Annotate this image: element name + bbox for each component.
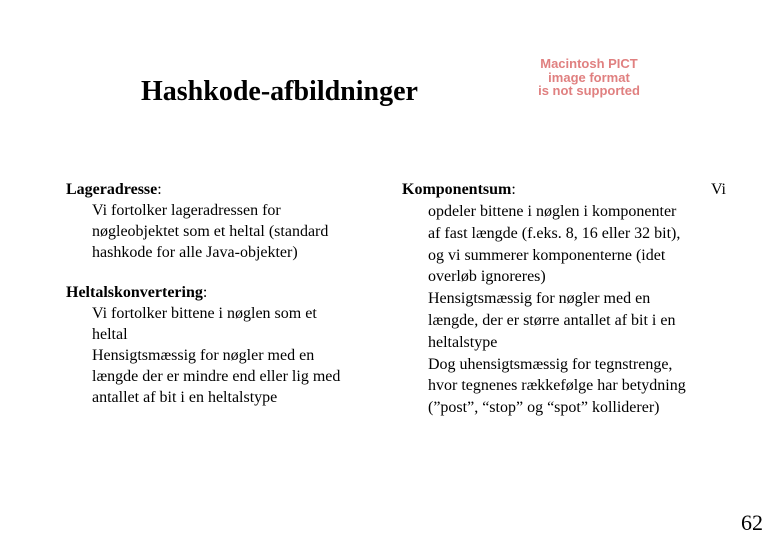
heading-text: Lageradresse bbox=[66, 181, 158, 198]
heading-text: Heltalskonvertering bbox=[66, 284, 203, 301]
body-line: Vi fortolker lageradressen for bbox=[92, 202, 281, 219]
body-line: længde der er mindre end eller lig med bbox=[92, 368, 341, 385]
body-line: Dog uhensigtsmæssig for tegnstrenge, bbox=[428, 355, 673, 373]
heading-colon: : bbox=[202, 284, 208, 301]
body-line: overløb ignoreres) bbox=[428, 268, 546, 286]
heading-colon: : bbox=[157, 181, 162, 198]
body-line: (”post”, “stop” og “spot” kolliderer) bbox=[428, 399, 660, 417]
section-body-komponentsum bbox=[402, 201, 732, 419]
section-body-lageradresse bbox=[66, 200, 386, 263]
body-line: antallet af bit i en heltalstype bbox=[92, 389, 278, 406]
body-line: hvor tegnenes rækkefølge har betydning bbox=[428, 377, 686, 395]
left-column bbox=[66, 179, 386, 408]
body-line: heltal bbox=[92, 326, 128, 343]
page-number: 62 bbox=[741, 510, 763, 535]
pict-line: Macintosh PICT bbox=[540, 56, 638, 71]
right-column bbox=[402, 179, 732, 419]
body-line: og vi summerer komponenterne (idet bbox=[428, 246, 666, 264]
section-heading-komponentsum bbox=[402, 179, 732, 201]
body-line: hashkode for alle Java-objekter) bbox=[92, 244, 298, 261]
heading-text: Komponentsum bbox=[402, 181, 512, 198]
pict-line: is not supported bbox=[538, 83, 640, 98]
heading-trailing-text: Vi bbox=[710, 181, 726, 198]
heading-colon: : bbox=[511, 181, 516, 198]
body-line: nøgleobjektet som et heltal (standard bbox=[92, 223, 329, 240]
body-line: heltalstype bbox=[428, 333, 498, 351]
section-body-heltalskonvertering bbox=[66, 303, 386, 408]
body-line: opdeler bittene i nøglen i komponenter bbox=[428, 203, 677, 220]
body-line: længde, der er større antallet af bit i en bbox=[428, 311, 676, 329]
slide-title: Hashkode-afbildninger bbox=[141, 76, 418, 107]
body-line: Hensigtsmæssig for nøgler med en bbox=[92, 347, 315, 364]
section-heading-lageradresse bbox=[66, 179, 386, 200]
body-line: Hensigtsmæssig for nøgler med en bbox=[428, 290, 651, 308]
section-gap bbox=[66, 263, 386, 282]
body-line: Vi fortolker bittene i nøglen som et bbox=[92, 305, 317, 322]
pict-line: image format bbox=[548, 69, 630, 85]
unsupported-image-placeholder bbox=[520, 57, 658, 98]
section-heading-heltalskonvertering bbox=[66, 282, 386, 303]
body-line: af fast længde (f.eks. 8, 16 eller 32 bit), bbox=[428, 224, 681, 242]
